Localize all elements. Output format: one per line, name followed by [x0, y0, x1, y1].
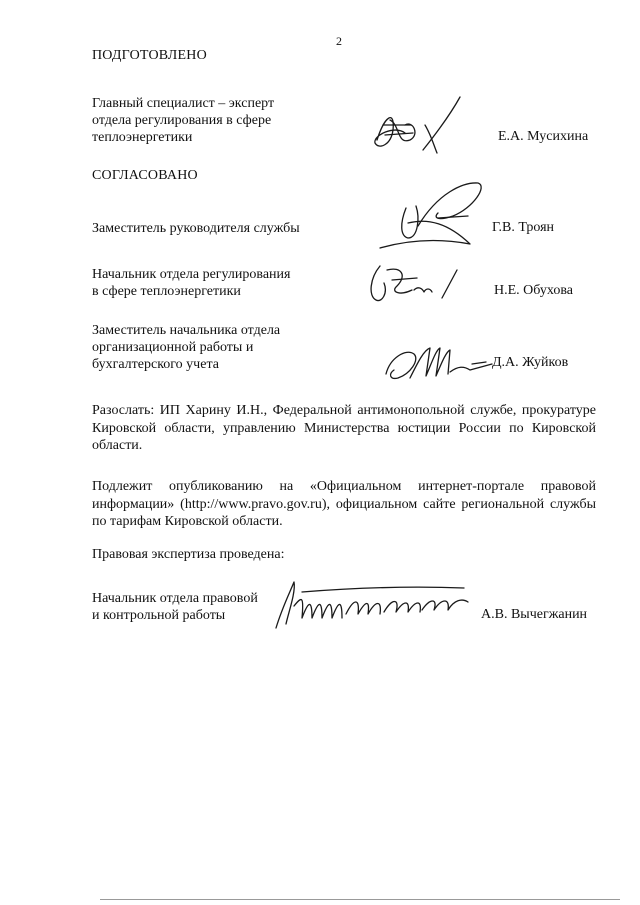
- agreed-signer-2-title: [92, 266, 290, 300]
- agreed-signer-1-title: [92, 220, 300, 237]
- signature-troyan: [378, 178, 493, 256]
- signature-musikhina: [365, 95, 470, 160]
- agreed-signer-3-title: [92, 322, 280, 373]
- signature-zhuikov: [380, 340, 498, 385]
- title-line: Главный специалист – эксперт: [92, 96, 275, 111]
- signature-vychegzhanin: [272, 578, 472, 630]
- prepared-signer-name: Е.А. Мусихина: [498, 129, 589, 144]
- title-line: Заместитель начальника отдела: [92, 323, 281, 338]
- publication-paragraph: Подлежит опубликованию на «Официальном интернет-портале правовой информации» (http://www.pravo.gov.ru), официальном сайте региональной службы по тарифам Кировской области.: [92, 479, 596, 529]
- agreed-signer-1-name: Г.В. Троян: [492, 220, 555, 235]
- legal-review-statement: Правовая экспертиза проведена:: [92, 547, 285, 562]
- agreed-signer-3-name: Д.А. Жуйков: [492, 355, 569, 370]
- page-number: 2: [336, 34, 342, 48]
- title-line: Заместитель руководителя службы: [92, 221, 300, 236]
- distribution-paragraph: Разослать: ИП Харину И.Н., Федеральной антимонопольной службе, прокуратуре Кировской области, управлению Министерства юстиции России по Кировской области.: [92, 403, 596, 453]
- prepared-signer-title: [92, 95, 274, 146]
- prepared-heading: ПОДГОТОВЛЕНО: [92, 48, 207, 63]
- signature-obukhova: [362, 258, 462, 308]
- agreed-heading: СОГЛАСОВАНО: [92, 168, 198, 183]
- title-line: в сфере теплоэнергетики: [92, 284, 241, 299]
- agreed-signer-2-name: Н.Е. Обухова: [494, 283, 573, 298]
- title-line: и контрольной работы: [92, 608, 226, 623]
- title-line: бухгалтерского учета: [92, 357, 219, 372]
- title-line: Начальник отдела регулирования: [92, 267, 291, 282]
- title-line: теплоэнергетики: [92, 130, 193, 145]
- title-line: Начальник отдела правовой: [92, 591, 258, 606]
- legal-review-signer-title: [92, 590, 258, 624]
- title-line: отдела регулирования в сфере: [92, 113, 272, 128]
- scan-edge-line: [100, 899, 620, 900]
- legal-review-signer-name: А.В. Вычегжанин: [481, 607, 588, 622]
- title-line: организационной работы и: [92, 340, 254, 355]
